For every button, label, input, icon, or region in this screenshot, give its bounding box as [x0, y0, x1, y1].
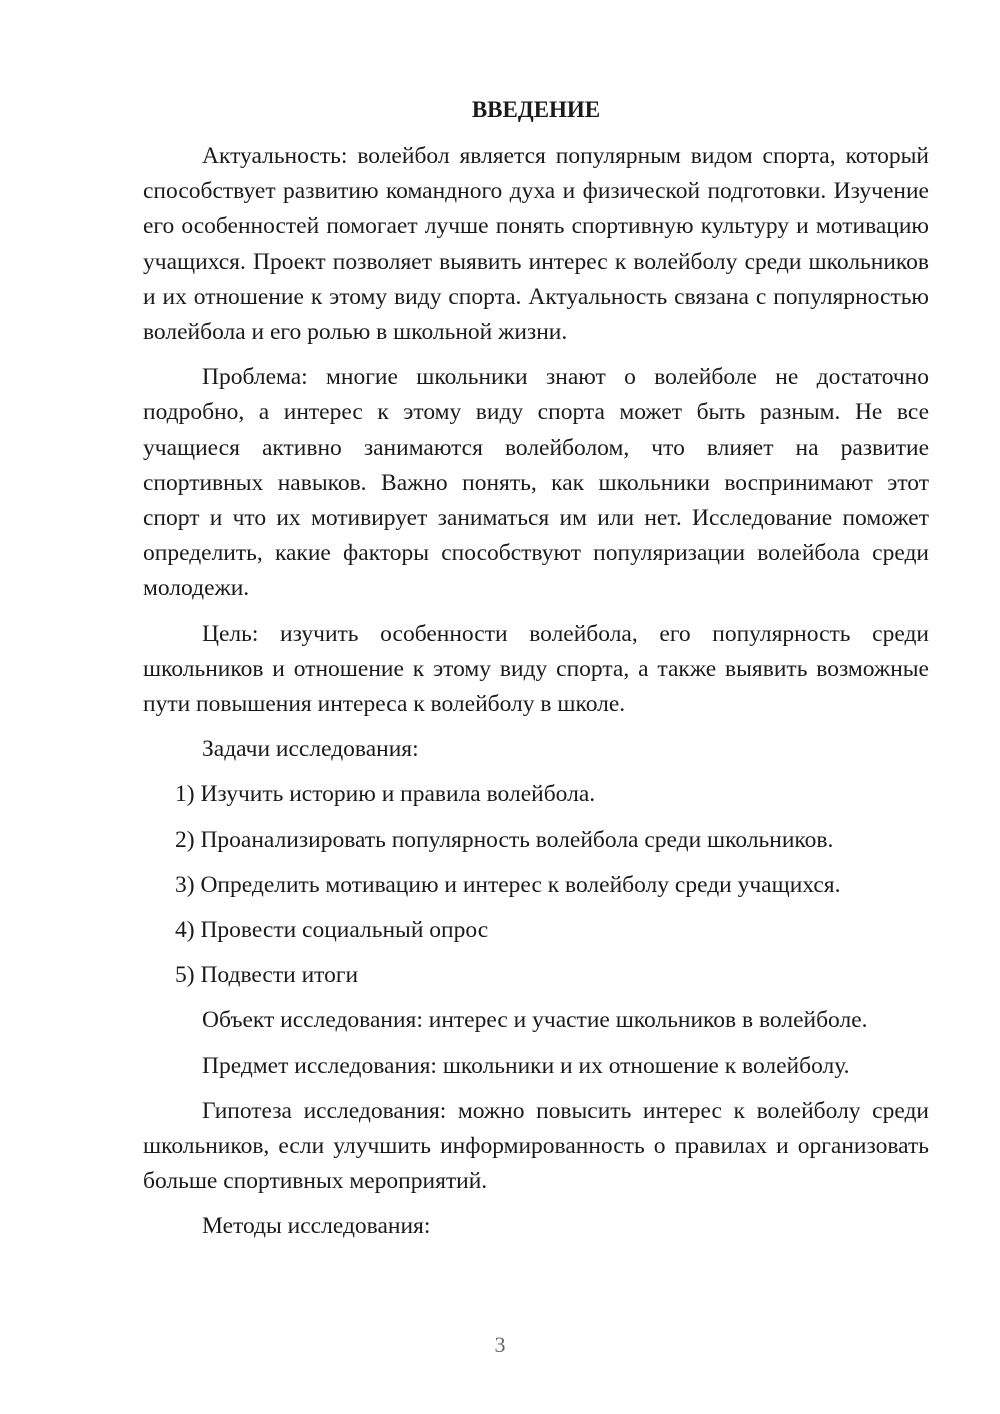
tasks-list [143, 777, 929, 993]
methods-heading: Методы исследования: [202, 1213, 431, 1240]
paragraph-goal: Цель: изучить особенности волейбола, его популярность среди школьников и отношение к этому виду спорта, а также выявить возможные пути повышения интереса к волейболу в школе. [143, 620, 929, 718]
task-item: 3) Определить мотивацию и интерес к волейболу среди учащихся. [175, 871, 841, 898]
page-number: 3 [494, 1332, 506, 1357]
page-content [143, 92, 929, 1255]
tasks-heading: Задачи исследования: [202, 736, 419, 763]
task-item: 2) Проанализировать популярность волейбола среди школьников. [175, 826, 834, 853]
task-item: 5) Подвести итоги [175, 962, 359, 989]
paragraph-problem: Проблема: многие школьники знают о волейболе не достаточно подробно, а интерес к этому виду спорта может быть разным. Не все учащиеся активно занимаются волейболом, что влияет на развитие спортивных навыков. Важно понять, как школьники воспринимают этот спорт и что их мотивирует заниматься им или нет. Исследование поможет определить, какие факторы способствуют популяризации волейбола среди молодежи. [143, 364, 929, 602]
task-item: 4) Провести социальный опрос [175, 917, 489, 944]
page-title: ВВЕДЕНИЕ [471, 97, 601, 122]
paragraph-relevance: Актуальность: волейбол является популярным видом спорта, который способствует развитию командного духа и физической подготовки. Изучение его особенностей помогает лучше понять спортивную культуру и мотивацию учащихся. Проект позволяет выявить интерес к волейболу среди школьников и их отношение к этому виду спорта. Актуальность связана с популярностью волейбола и его ролью в школьной жизни. [143, 143, 929, 346]
task-item: 1) Изучить историю и правила волейбола. [175, 781, 596, 808]
paragraph-hypothesis: Гипотеза исследования: можно повысить интерес к волейболу среди школьников, если улучшить информированность о правилах и организовать больше спортивных мероприятий. [143, 1097, 929, 1195]
paragraph-object: Объект исследования: интерес и участие школьников в волейболе. [202, 1007, 868, 1034]
paragraph-subject: Предмет исследования: школьники и их отношение к волейболу. [202, 1052, 850, 1079]
